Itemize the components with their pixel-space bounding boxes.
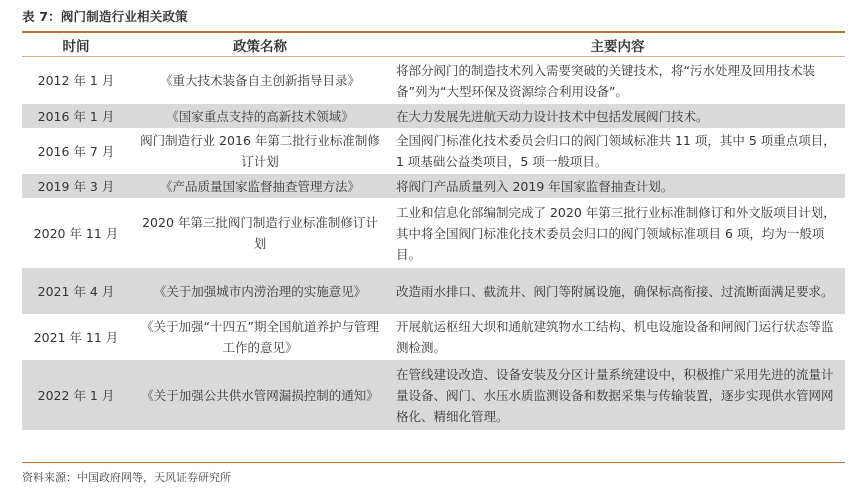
header-row <box>22 33 845 57</box>
row-content: 全国阀门标准化技术委员会归口的阀门领域标准共 11 项，其中 5 项重点项目，1 项基础公益类项目，5 项一般项目。 <box>396 133 836 169</box>
row-policy-name: 《重大技术装备自主创新指导目录》 <box>159 73 360 88</box>
row-content: 改造雨水排口、截流井、阀门等附属设施，确保标高衔接、过流断面满足要求。 <box>390 268 845 314</box>
bottom-rule <box>22 462 845 463</box>
row-policy-name: 《国家重点支持的高新技术领域》 <box>130 104 390 128</box>
table-row <box>22 360 845 430</box>
table-row <box>22 104 845 128</box>
row-content: 将阀门产品质量列入 2019 年国家监督抽查计划。 <box>390 174 845 198</box>
row-time: 2021 年 4 月 <box>22 268 130 314</box>
row-content: 开展航运枢纽大坝和通航建筑物水工结构、机电设施设备和闸阀门运行状态等监测检测。 <box>396 319 834 355</box>
row-policy-name: 2020 年第三批阀门制造行业标准制修订计划 <box>142 215 378 251</box>
table-row <box>22 314 845 360</box>
header-name: 政策名称 <box>130 33 390 57</box>
row-policy-name: 《关于加强公共供水管网漏损控制的通知》 <box>130 360 390 430</box>
table-row <box>22 57 845 105</box>
row-content: 在管线建设改造、设备安装及分区计量系统建设中，积极推广采用先进的流量计量设备、阀门、水压水质监测设备和数据采集与传输装置，逐步实现供水管网网格化、精细化管理。 <box>390 360 845 430</box>
row-time: 2019 年 3 月 <box>22 174 130 198</box>
header-content: 主要内容 <box>390 33 845 57</box>
row-policy-name: 《产品质量国家监督抽查管理方法》 <box>130 174 390 198</box>
table-row <box>22 198 845 268</box>
row-content: 将部分阀门的制造技术列入需要突破的关键技术，将“污水处理及回用技术装备”列为“大型环保及资源综合利用设备”。 <box>396 62 815 99</box>
table-caption: 表 7：阀门制造行业相关政策 <box>22 9 188 24</box>
policy-table <box>22 33 845 430</box>
table-row <box>22 268 845 314</box>
row-time: 2022 年 1 月 <box>22 360 130 430</box>
row-time: 2021 年 11 月 <box>33 329 119 345</box>
table-row <box>22 128 845 174</box>
source-note: 资料来源：中国政府网等，天风证券研究所 <box>22 471 231 484</box>
table-row <box>22 174 845 198</box>
row-policy-name: 《关于加强“十四五”期全国航道养护与管理工作的意见》 <box>141 319 379 355</box>
row-content: 工业和信息化部编制完成了 2020 年第三批行业标准制修订和外文版项目计划，其中将全国阀门标准化技术委员会归口的阀门领域标准项目 6 项，均为一般项目。 <box>396 204 836 262</box>
row-time: 2012 年 1 月 <box>37 73 115 88</box>
row-time: 2020 年 11 月 <box>33 225 119 241</box>
row-content: 在大力发展先进航天动力设计技术中包括发展阀门技术。 <box>390 104 845 128</box>
row-policy-name: 阀门制造行业 2016 年第二批行业标准制修订计划 <box>140 133 380 169</box>
row-time: 2016 年 7 月 <box>37 143 115 159</box>
row-time: 2016 年 1 月 <box>22 104 130 128</box>
row-policy-name: 《关于加强城市内涝治理的实施意见》 <box>130 268 390 314</box>
header-time: 时间 <box>22 33 130 57</box>
